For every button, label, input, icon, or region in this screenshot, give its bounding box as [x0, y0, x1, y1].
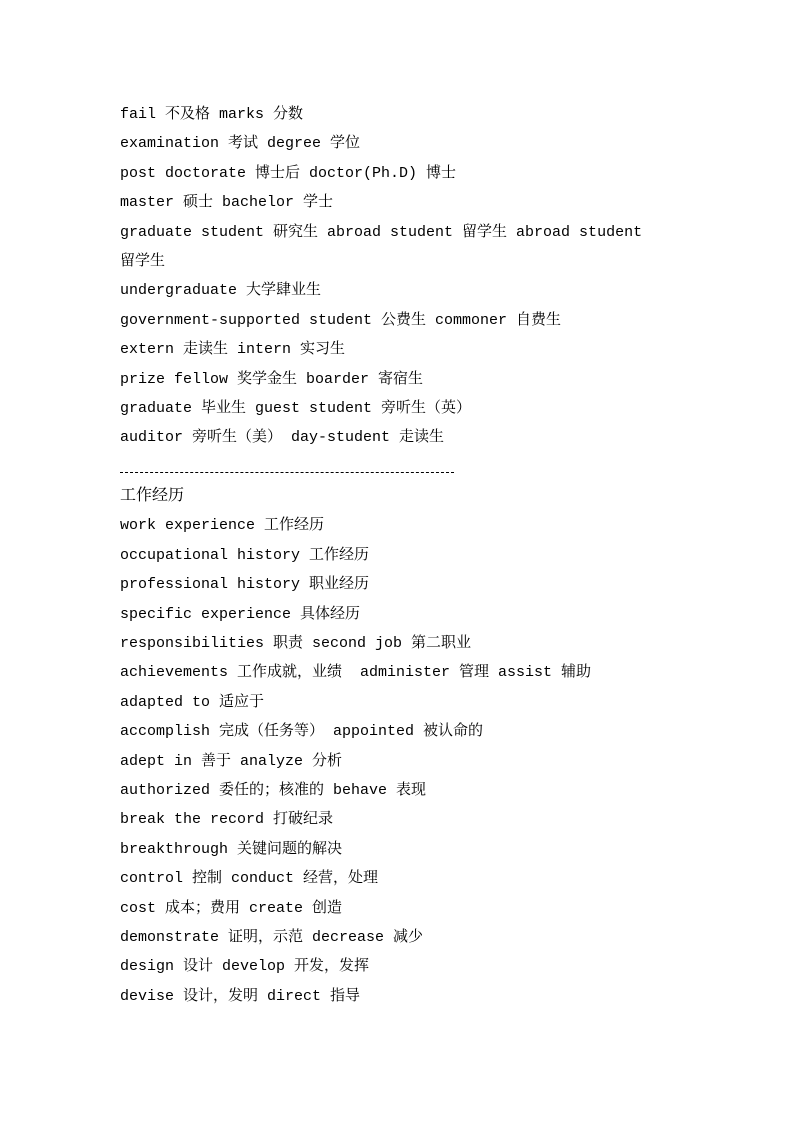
vocab-line: design 设计 develop 开发，发挥: [120, 958, 370, 976]
education-vocabulary-list: [120, 100, 694, 453]
vocab-line: achievements 工作成就，业绩 administer 管理 assist 辅助: [120, 664, 592, 682]
vocab-line: professional history 职业经历: [120, 576, 370, 594]
vocab-line: graduate student 研究生 abroad student 留学生 abroad student: [120, 223, 643, 241]
vocab-line: authorized 委任的；核准的 behave 表现: [120, 781, 427, 799]
vocab-line: 留学生: [120, 252, 166, 270]
work-vocabulary-list: [120, 511, 694, 1011]
vocab-line: demonstrate 证明，示范 decrease 减少: [120, 928, 424, 946]
vocab-line: specific experience 具体经历: [120, 605, 361, 623]
vocab-line: fail 不及格 marks 分数: [120, 106, 304, 123]
vocab-line: cost 成本；费用 create 创造: [120, 899, 343, 917]
vocab-line: prize fellow 奖学金生 boarder 寄宿生: [120, 370, 424, 388]
vocab-line: undergraduate 大学肆业生: [120, 282, 322, 300]
vocab-line: extern 走读生 intern 实习生: [120, 341, 346, 359]
section-divider: [120, 453, 694, 482]
vocab-line: devise 设计，发明 direct 指导: [120, 987, 361, 1005]
document-body: [120, 100, 694, 1011]
vocab-line: break the record 打破纪录: [120, 811, 334, 829]
section-title: 工作经历: [120, 487, 185, 506]
vocab-line: work experience 工作经历: [120, 517, 325, 535]
vocab-line: examination 考试 degree 学位: [120, 135, 361, 153]
vocab-line: master 硕士 bachelor 学士: [120, 194, 334, 212]
vocab-line: post doctorate 博士后 doctor(Ph.D) 博士: [120, 164, 457, 182]
vocab-line: adapted to 适应于: [120, 693, 265, 711]
vocab-line: occupational history 工作经历: [120, 546, 370, 564]
vocab-line: government-supported student 公费生 commoner 自费生: [120, 311, 562, 329]
vocab-line: responsibilities 职责 second job 第二职业: [120, 635, 472, 653]
vocab-line: adept in 善于 analyze 分析: [120, 752, 343, 770]
vocab-line: control 控制 conduct 经营，处理: [120, 870, 379, 888]
vocab-line: breakthrough 关键问题的解决: [120, 840, 343, 858]
vocab-line: graduate 毕业生 guest student 旁听生（英）: [120, 399, 472, 417]
dashed-rule: [120, 472, 454, 473]
vocab-line: accomplish 完成（任务等） appointed 被认命的: [120, 723, 484, 741]
vocab-line: auditor 旁听生（美） day-student 走读生: [120, 429, 445, 447]
